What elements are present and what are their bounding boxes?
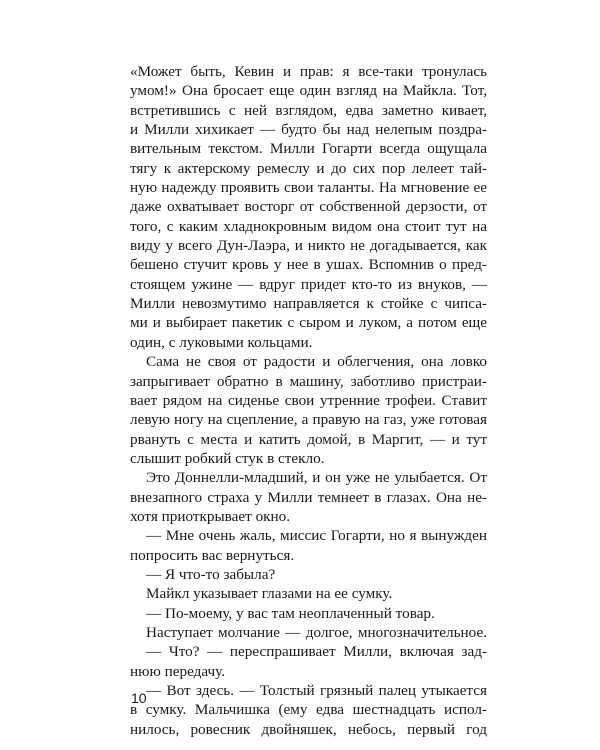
text-line: — Что? — переспрашивает Милли, включая зад- — [146, 643, 487, 661]
text-line: встретившись с ней взглядом, едва заметно кивает, — [130, 101, 487, 119]
text-line: вает рядом на сиденье свои утренние трофеи. Ставит — [130, 391, 487, 409]
text-line: и Милли хихикает — будто бы над нелепым поздра- — [130, 121, 487, 139]
text-line: виду у всего Дун-Лаэра, и никто не догадывается, как — [130, 237, 487, 255]
text-line: внезапного страха у Милли темнеет в глазах. Она не- — [130, 488, 487, 506]
text-line: слышит робкий стук в стекло. — [130, 449, 325, 467]
text-line: в сумку. Мальчишка (ему едва шестнадцать испол- — [130, 701, 487, 719]
text-line: — Вот здесь. — Толстый грязный палец утыкается — [146, 682, 487, 699]
text-line: левую ногу на сцепление, а правую на газ, уже готовая — [130, 411, 487, 429]
text-line: стоящем ужине — вдруг придет кто-то из внуков, — — [130, 275, 487, 293]
text-line: — По-моему, у вас там неоплаченный товар. — [146, 604, 435, 622]
text-line: запрыгивает обратно в машину, заботливо пристраи- — [130, 372, 487, 390]
text-line: умом!» Она бросает еще один взгляд на Майкла. Тот, — [130, 82, 487, 100]
text-line: Майкл указывает глазами на ее сумку. — [146, 585, 393, 603]
text-line: рвануть с места и катить домой, в Маргит, — и тут — [130, 430, 487, 448]
text-line: Милли невозмутимо направляется к стойке с чипса- — [130, 295, 487, 313]
text-line: «Может быть, Кевин и прав: я все-таки тронулась — [130, 63, 487, 80]
text-line: один, с луковыми кольцами. — [130, 333, 313, 351]
body-text — [130, 62, 487, 739]
text-line: тягу к актерскому ремеслу и до сих пор лелеет тай- — [130, 159, 487, 177]
text-line: — Я что-то забыла? — [146, 565, 276, 583]
text-line: хотя приоткрывает окно. — [130, 507, 291, 525]
text-line: нюю передачу. — [130, 662, 225, 680]
text-line: — Мне очень жаль, миссис Гогарти, но я вынужден — [146, 527, 487, 545]
text-line: ную надежду проявить свои таланты. На мгновение ее — [130, 179, 487, 197]
page-number: 10 — [131, 690, 147, 706]
text-line: бешено стучит кровь у нее в ушах. Вспомнив о пред- — [130, 256, 487, 274]
text-line: ми и выбирает пакетик с сыром и луком, а потом еще — [130, 314, 487, 332]
text-line: Сама не своя от радости и облегчения, она ловко — [146, 353, 487, 371]
text-line: Это Доннелли-младший, и он уже не улыбается. От — [146, 469, 487, 487]
text-line: попросить вас вернуться. — [130, 546, 295, 564]
text-line: даже охватывает восторг от собственной дерзости, от — [130, 198, 487, 216]
text-line: вительным текстом. Милли Гогарти всегда ощущала — [130, 140, 487, 158]
text-line: того, с каким хладнокровным видом она стоит тут на — [130, 217, 487, 235]
text-line: нилось, ровесник двойняшек, небось, первый год — [130, 720, 487, 738]
text-line: Наступает молчание — долгое, многозначительное. — [146, 623, 487, 641]
